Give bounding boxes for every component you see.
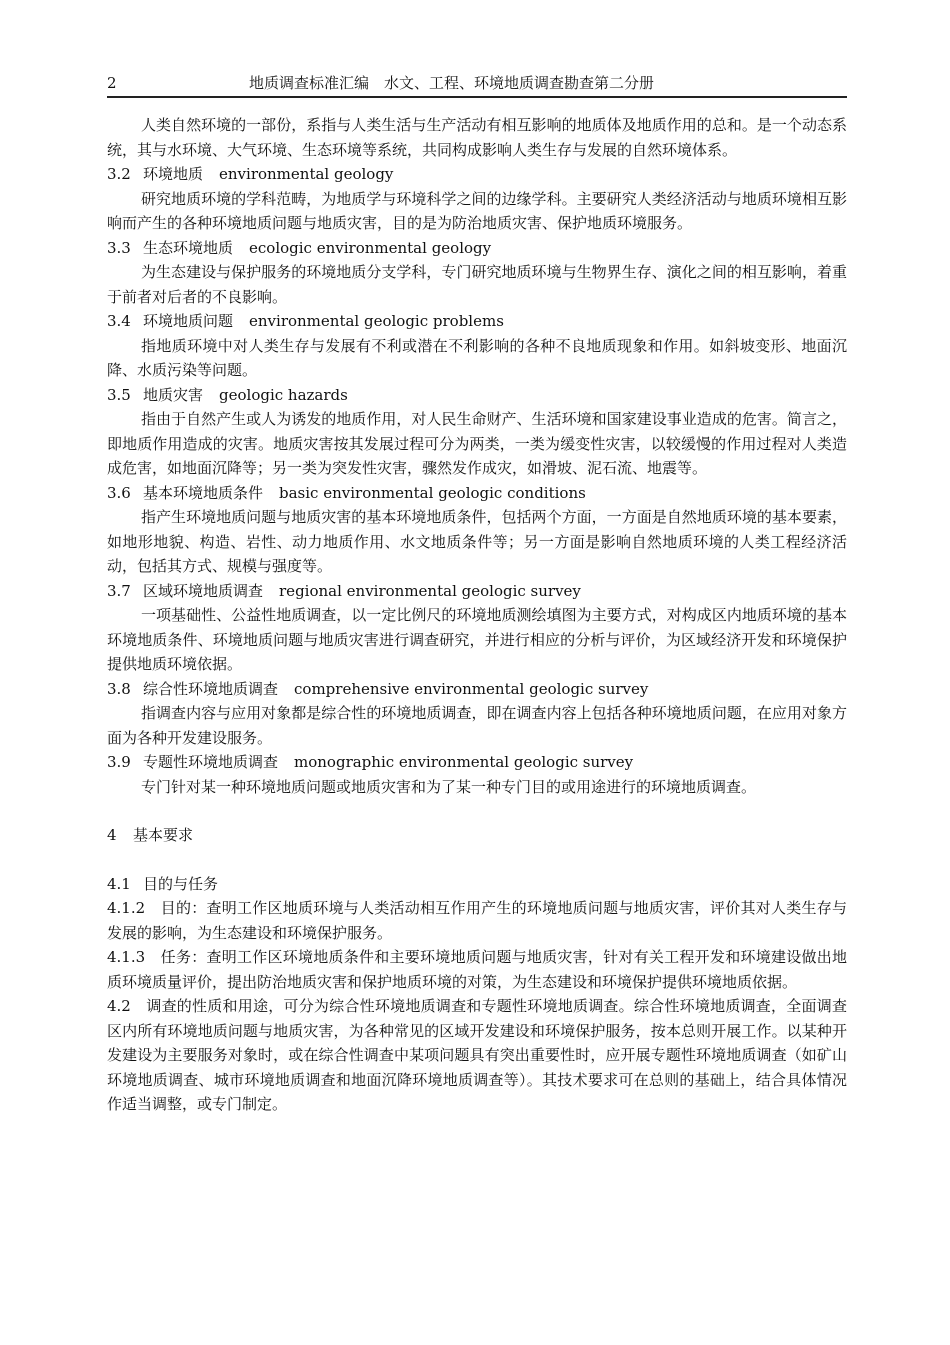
section-number: 3.8 — [107, 679, 131, 698]
section-number: 3.3 — [107, 238, 131, 257]
section-heading-3-3 — [107, 236, 847, 261]
section-title: 目的与任务 — [143, 874, 219, 893]
chapter-heading-4 — [107, 823, 847, 848]
section-number: 3.2 — [107, 165, 131, 183]
term-en: comprehensive environmental geologic survey — [294, 679, 649, 698]
term-zh: 专题性环境地质调查 — [143, 753, 279, 771]
term-en: environmental geologic problems — [249, 312, 504, 330]
spacer — [107, 848, 847, 872]
definition-paragraph: 指产生环境地质问题与地质灾害的基本环境地质条件，包括两个方面，一方面是自然地质环境的基本要素，如地形地貌、构造、岩性、动力地质作用、水文地质条件等；另一方面是影响自然地质环境的人类工程经济活动，包括其方式、规模与强度等。 — [107, 508, 847, 575]
definition-paragraph: 指由于自然产生或人为诱发的地质作用，对人民生命财产、生活环境和国家建设事业造成的危害。简言之，即地质作用造成的灾害。地质灾害按其发展过程可分为两类，一类为缓变性灾害，以较缓慢的作用过程对人类造成危害，如地面沉降等；另一类为突发性灾害，骤然发作成灾，如滑坡、泥石流、地震等。 — [107, 410, 847, 477]
definition-paragraph: 为生态建设与保护服务的环境地质分支学科，专门研究地质环境与生物界生存、演化之间的相互影响，着重于前者对后者的不良影响。 — [107, 263, 847, 306]
header-rule — [107, 96, 847, 98]
section-heading-3-6 — [107, 481, 847, 506]
section-number: 4.1 — [107, 874, 131, 893]
section-heading-3-5 — [107, 383, 847, 408]
section-number: 3.7 — [107, 581, 131, 600]
term-en: environmental geology — [219, 165, 394, 183]
definition-paragraph: 专门针对某一种环境地质问题或地质灾害和为了某一种专门目的或用途进行的环境地质调查。 — [141, 777, 757, 796]
intro-paragraph: 人类自然环境的一部份，系指与人类生活与生产活动有相互影响的地质体及地质作用的总和。是一个动态系统，其与水环境、大气环境、生态环境等系统，共同构成影响人类生存与发展的自然环境体系。 — [107, 116, 847, 159]
term-zh: 区域环境地质调查 — [143, 581, 264, 600]
clause-4-1-2: 4.1.2 目的：查明工作区地质环境与人类活动相互作用产生的环境地质问题与地质灾害，评价其对人类生存与发展的影响，为生态建设和环境保护服务。 — [107, 899, 847, 942]
section-heading-3-7 — [107, 579, 847, 604]
section-number: 3.9 — [107, 753, 131, 771]
section-number: 3.6 — [107, 483, 131, 502]
section-heading-3-2 — [107, 162, 847, 187]
term-zh: 基本环境地质条件 — [143, 483, 264, 502]
term-zh: 综合性环境地质调查 — [143, 679, 279, 698]
header-title: 地质调查标准汇编 水文、工程、环境地质调查勘查第二分册 — [249, 74, 655, 92]
definition-paragraph: 研究地质环境的学科范畴，为地质学与环境科学之间的边缘学科。主要研究人类经济活动与地质环境相互影响而产生的各种环境地质问题与地质灾害，目的是为防治地质灾害、保护地质环境服务。 — [107, 189, 847, 232]
term-zh: 生态环境地质 — [143, 238, 234, 257]
term-en: basic environmental geologic conditions — [279, 483, 586, 502]
term-zh: 地质灾害 — [143, 385, 204, 404]
section-heading-3-9 — [107, 750, 847, 775]
term-zh: 环境地质问题 — [143, 312, 234, 330]
section-heading-3-4 — [107, 309, 847, 334]
definition-paragraph: 指地质环境中对人类生存与发展有不利或潜在不利影响的各种不良地质现象和作用。如斜坡变形、地面沉降、水质污染等问题。 — [107, 336, 847, 379]
clause-4-1-3: 4.1.3 任务：查明工作区环境地质条件和主要环境地质问题与地质灾害，针对有关工程开发和环境建设做出地质环境质量评价，提出防治地质灾害和保护地质环境的对策，为生态建设和环境保护提供环境地质依据。 — [107, 948, 847, 991]
document-body — [107, 113, 847, 1117]
term-en: monographic environmental geologic survey — [294, 753, 634, 771]
page-number: 2 — [107, 74, 117, 92]
definition-paragraph: 指调查内容与应用对象都是综合性的环境地质调查，即在调查内容上包括各种环境地质问题，在应用对象方面为各种开发建设服务。 — [107, 704, 847, 747]
term-en: ecologic environmental geology — [249, 238, 492, 257]
running-header — [107, 70, 847, 96]
section-number: 3.4 — [107, 312, 131, 330]
term-en: regional environmental geologic survey — [279, 581, 581, 600]
chapter-number: 4 — [107, 826, 117, 844]
spacer — [107, 799, 847, 823]
term-zh: 环境地质 — [143, 165, 204, 183]
chapter-title: 基本要求 — [133, 826, 194, 844]
definition-paragraph: 一项基础性、公益性地质调查，以一定比例尺的环境地质测绘填图为主要方式，对构成区内地质环境的基本环境地质条件、环境地质问题与地质灾害进行调查研究，并进行相应的分析与评价，为区域经济开发和环境保护提供地质环境依据。 — [107, 606, 847, 673]
clause-4-2: 4.2 调查的性质和用途，可分为综合性环境地质调查和专题性环境地质调查。综合性环境地质调查，全面调查区内所有环境地质问题与地质灾害，为各种常见的区域开发建设和环境保护服务，按本总则开展工作。以某种开发建设为主要服务对象时，或在综合性调查中某项问题具有突出重要性时，应开展专题性环境地质调查（如矿山环境地质调查、城市环境地质调查和地面沉降环境地质调查等）。其技术要求可在总则的基础上，结合具体情况作适当调整，或专门制定。 — [107, 997, 847, 1113]
section-heading-3-8 — [107, 677, 847, 702]
section-number: 3.5 — [107, 385, 131, 404]
section-heading-4-1 — [107, 872, 847, 897]
term-en: geologic hazards — [219, 385, 348, 404]
